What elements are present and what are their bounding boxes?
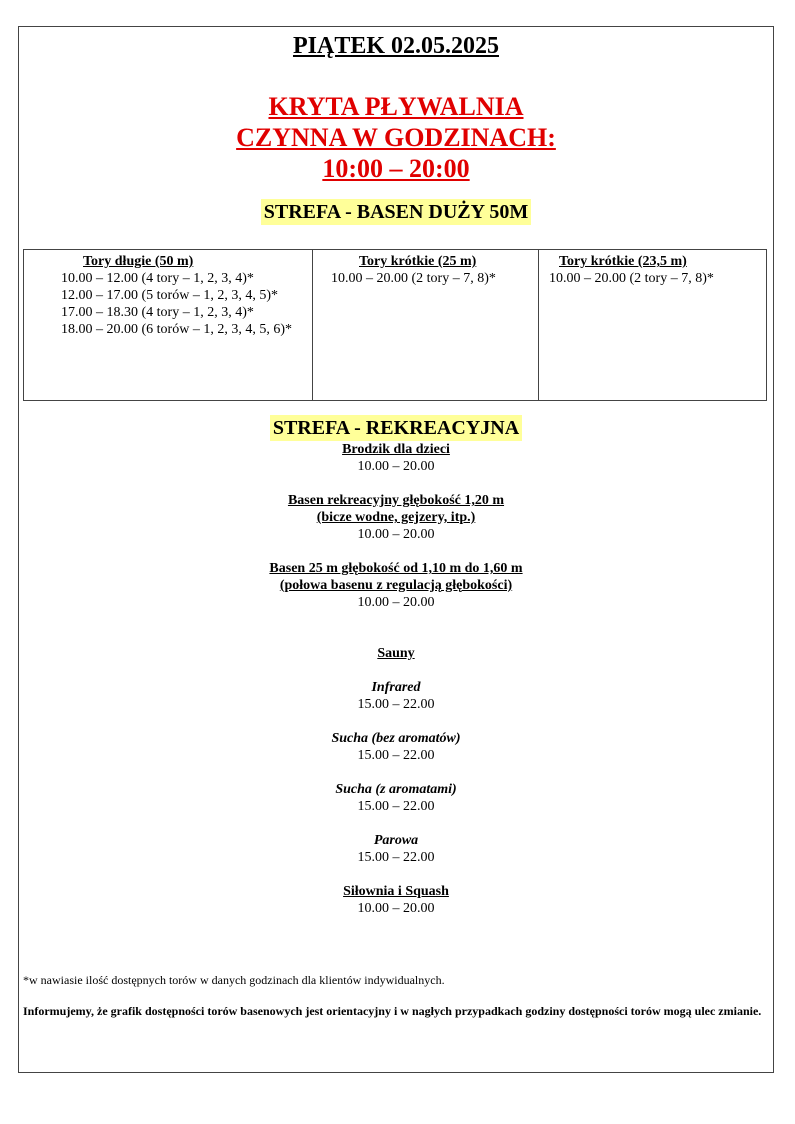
sauna-infrared-name: Infrared — [371, 680, 421, 695]
zone-large-header — [19, 199, 773, 225]
lanes-col-heading: Tory krótkie (23,5 m) — [559, 254, 687, 269]
lane-row: 17.00 – 18.30 (4 tory – 1, 2, 3, 4)* — [61, 305, 254, 320]
sauna-steam-hours: 15.00 – 22.00 — [357, 850, 435, 865]
sauna-infrared-hours: 15.00 – 22.00 — [357, 697, 435, 712]
facility-title: KRYTA PŁYWALNIA — [268, 92, 524, 121]
gym-name: Siłownia i Squash — [343, 884, 449, 899]
page-date: PIĄTEK 02.05.2025 — [292, 33, 499, 59]
zone-recreation-title: STREFA - REKREACYJNA — [270, 415, 522, 441]
schedule-notice: Informujemy, że grafik dostępności torów basenowych jest orientacyjny i w nagłych przypadkach godziny dostępności torów mogą ulec zmianie. — [23, 1004, 762, 1018]
lane-row: 18.00 – 20.00 (6 torów – 1, 2, 3, 4, 5, 6)* — [61, 322, 292, 337]
pool25-note: (połowa basenu z regulacją głębokości) — [279, 578, 513, 593]
lanes-col-heading: Tory krótkie (25 m) — [359, 254, 477, 269]
rec-pool-hours: 10.00 – 20.00 — [357, 527, 435, 542]
kids-pool-hours: 10.00 – 20.00 — [357, 459, 435, 474]
sauna-dry1-name: Sucha (bez aromatów) — [331, 731, 461, 746]
sauna-dry2-hours: 15.00 – 22.00 — [357, 799, 435, 814]
rec-pool-name: Basen rekreacyjny głębokość 1,20 m — [287, 493, 505, 508]
pool25-hours: 10.00 – 20.00 — [357, 595, 435, 610]
pool25-name: Basen 25 m głębokość od 1,10 m do 1,60 m — [269, 561, 523, 576]
lanes-footnote: *w nawiasie ilość dostępnych torów w danych godzinach dla klientów indywidualnych. — [23, 973, 445, 987]
lanes-col-heading: Tory długie (50 m) — [83, 254, 194, 269]
saunas-title: Sauny — [377, 646, 415, 661]
recreation-list — [19, 441, 773, 917]
opening-label: CZYNNA W GODZINACH: — [236, 123, 556, 152]
sauna-dry1-hours: 15.00 – 22.00 — [357, 748, 435, 763]
opening-hours: 10:00 – 20:00 — [322, 154, 470, 183]
rec-pool-note: (bicze wodne, gejzery, itp.) — [316, 510, 476, 525]
lanes-table — [23, 249, 767, 401]
lanes-col-short235 — [539, 250, 767, 401]
gym-hours: 10.00 – 20.00 — [357, 901, 435, 916]
zone-large-title: STREFA - BASEN DUŻY 50M — [261, 199, 531, 225]
lanes-col-long — [24, 250, 313, 401]
lane-row: 10.00 – 12.00 (4 tory – 1, 2, 3, 4)* — [61, 271, 254, 286]
schedule-page — [18, 26, 774, 1073]
sauna-steam-name: Parowa — [373, 833, 419, 848]
lanes-col-short25 — [313, 250, 539, 401]
lane-row: 10.00 – 20.00 (2 tory – 7, 8)* — [331, 271, 496, 286]
sauna-dry2-name: Sucha (z aromatami) — [335, 782, 457, 797]
lane-row: 12.00 – 17.00 (5 torów – 1, 2, 3, 4, 5)* — [61, 288, 278, 303]
zone-recreation-header — [19, 415, 773, 441]
kids-pool-name: Brodzik dla dzieci — [342, 442, 450, 457]
lane-row: 10.00 – 20.00 (2 tory – 7, 8)* — [549, 271, 714, 286]
